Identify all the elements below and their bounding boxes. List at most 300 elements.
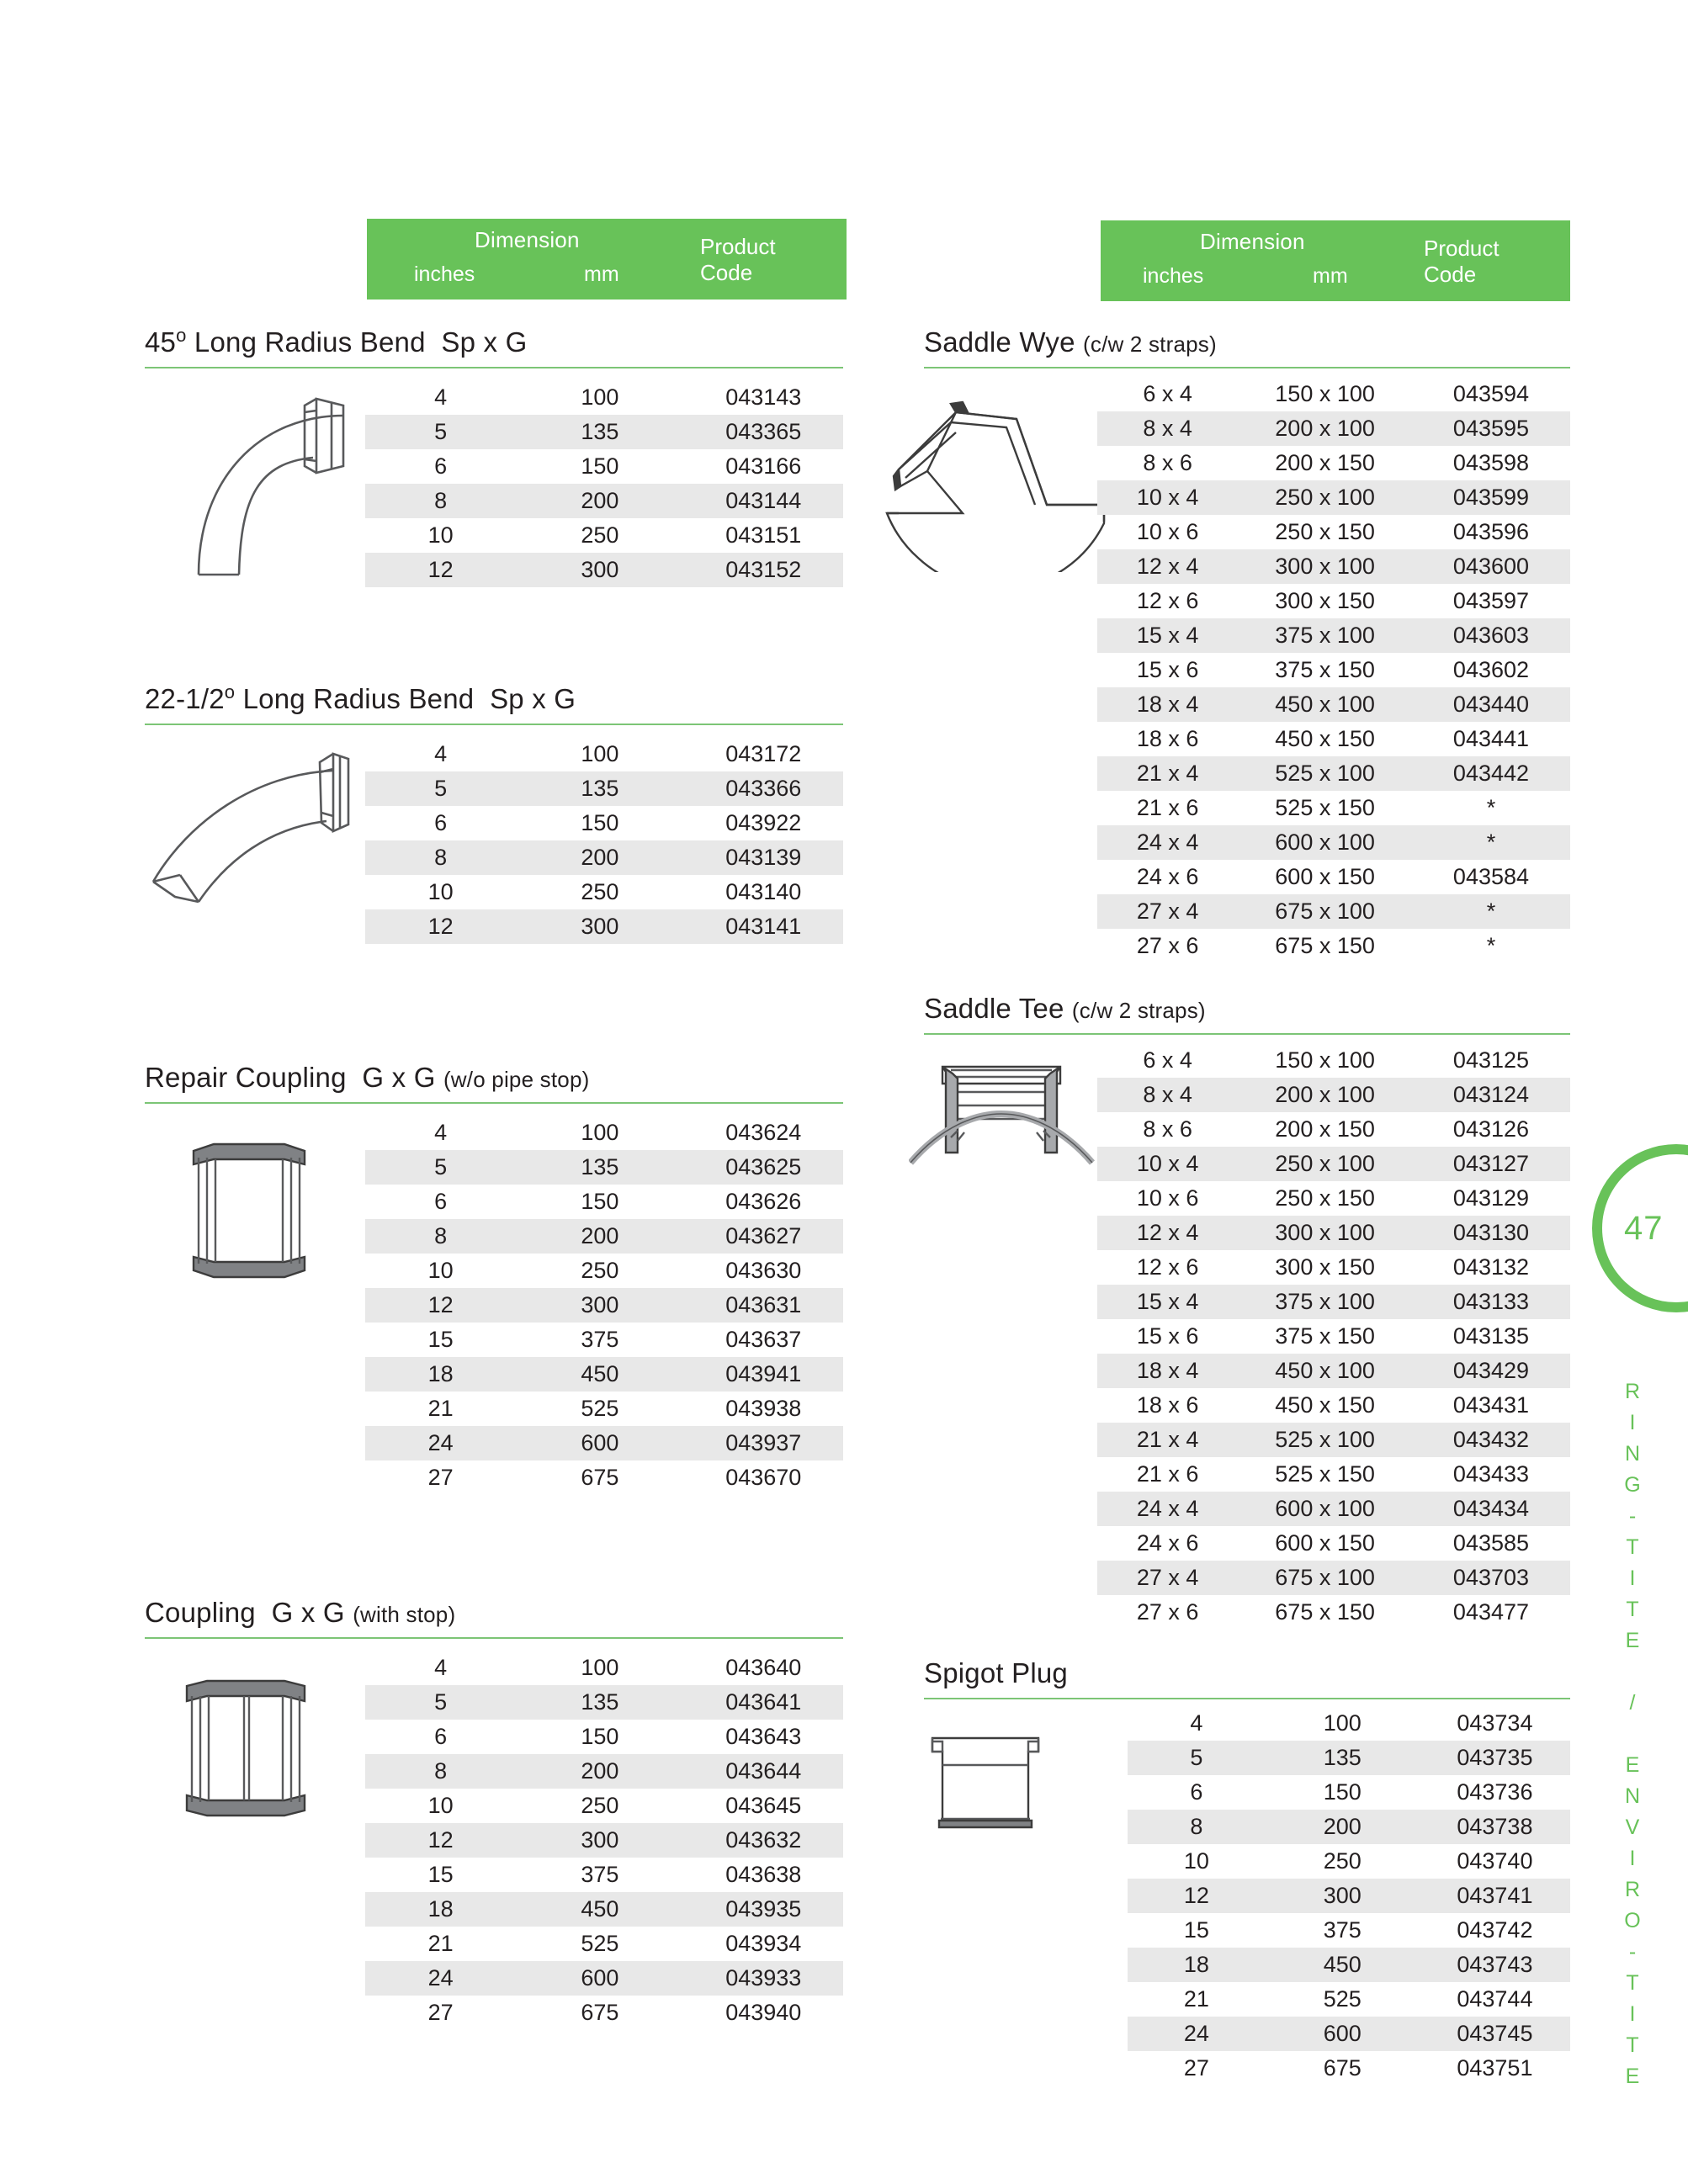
table-cell-product-code: 043637 bbox=[725, 1327, 802, 1352]
section-underline bbox=[924, 1033, 1570, 1035]
header-dimension-label: Dimension bbox=[475, 227, 580, 252]
section-title bbox=[145, 683, 576, 715]
table-cell-inches: 6 bbox=[434, 453, 448, 479]
table-cell-mm: 375 bbox=[581, 1862, 619, 1887]
table-cell-product-code: 043600 bbox=[1412, 549, 1570, 584]
brand-side-label: RING-TITE / ENVIRO-TITE bbox=[1621, 1380, 1644, 2096]
table-cell-product-code: 043670 bbox=[725, 1465, 802, 1490]
table-row bbox=[1128, 2051, 1570, 2086]
table-cell-mm: 135 bbox=[516, 1150, 683, 1185]
table-cell-product-code: 043743 bbox=[1420, 1948, 1570, 1982]
table-cell-mm: 250 x 100 bbox=[1238, 480, 1412, 515]
table-cell-product-code: 043124 bbox=[1412, 1078, 1570, 1112]
table-row bbox=[1097, 653, 1570, 687]
table-cell-product-code: 043477 bbox=[1452, 1599, 1530, 1625]
table-body bbox=[365, 380, 843, 587]
table-row bbox=[1128, 1948, 1570, 1982]
section-title-note: (with stop) bbox=[353, 1602, 456, 1627]
table-cell-mm: 300 bbox=[516, 909, 683, 944]
table-cell-inches: 12 x 6 bbox=[1136, 588, 1199, 613]
table-cell-inches: 8 bbox=[365, 1219, 516, 1254]
table-cell-mm: 300 x 150 bbox=[1275, 588, 1375, 613]
table-row bbox=[365, 737, 843, 771]
table-cell-inches: 4 bbox=[434, 1120, 448, 1145]
table-row bbox=[1097, 1526, 1570, 1561]
table-cell-mm: 100 bbox=[581, 741, 619, 766]
table-row bbox=[1097, 929, 1570, 963]
table-cell-product-code: * bbox=[1486, 795, 1496, 820]
table-cell-product-code: 043703 bbox=[1412, 1561, 1570, 1595]
table-cell-product-code: 043442 bbox=[1412, 756, 1570, 791]
section-title-main: Spigot Plug bbox=[924, 1657, 1068, 1688]
table-cell-product-code: 043366 bbox=[683, 771, 843, 806]
table-cell-mm: 300 x 100 bbox=[1238, 1216, 1412, 1250]
table-cell-product-code: 043133 bbox=[1412, 1285, 1570, 1319]
section-title-note: (w/o pipe stop) bbox=[443, 1067, 590, 1092]
table-cell-mm: 250 bbox=[581, 1793, 619, 1818]
figure-long-radius-bend-45 bbox=[118, 385, 370, 579]
table-cell-product-code: 043631 bbox=[683, 1288, 843, 1323]
table-cell-inches: 5 bbox=[365, 1685, 516, 1720]
table-cell-product-code: 043638 bbox=[725, 1862, 802, 1887]
table-cell-product-code: 043740 bbox=[1457, 1848, 1533, 1874]
table-cell-inches: 15 x 6 bbox=[1136, 657, 1199, 682]
table-cell-inches: 24 bbox=[365, 1426, 516, 1460]
table-body bbox=[1097, 377, 1570, 963]
table-row bbox=[365, 1892, 843, 1927]
table-cell-product-code: * bbox=[1486, 933, 1496, 958]
table-cell-inches: 18 bbox=[365, 1357, 516, 1392]
table-cell-product-code: 043640 bbox=[725, 1655, 802, 1680]
table-cell-mm: 600 x 100 bbox=[1238, 825, 1412, 860]
table-row bbox=[1128, 1844, 1570, 1879]
table-cell-inches: 6 x 4 bbox=[1143, 1047, 1192, 1073]
table-row bbox=[1097, 1561, 1570, 1595]
table-cell-inches: 4 bbox=[434, 1655, 448, 1680]
table-cell-mm: 525 bbox=[581, 1931, 619, 1956]
table-row bbox=[1097, 515, 1570, 549]
table-cell-product-code: 043144 bbox=[683, 484, 843, 518]
section-title-main: Saddle Wye bbox=[924, 326, 1075, 358]
product-table-saddle-tee bbox=[1097, 1043, 1570, 1630]
table-cell-mm: 100 bbox=[581, 384, 619, 410]
table-cell-mm: 450 bbox=[516, 1892, 683, 1927]
table-cell-mm: 135 bbox=[516, 1685, 683, 1720]
table-row bbox=[1097, 1319, 1570, 1354]
table-cell-product-code: * bbox=[1412, 894, 1570, 929]
table-cell-mm: 150 bbox=[1323, 1779, 1362, 1805]
section-title-main: Coupling bbox=[145, 1597, 256, 1628]
section-underline bbox=[145, 1637, 843, 1639]
table-cell-inches: 27 x 4 bbox=[1097, 1561, 1238, 1595]
section-title bbox=[924, 326, 1217, 358]
table-cell-mm: 100 bbox=[581, 1120, 619, 1145]
table-row bbox=[1097, 791, 1570, 825]
table-cell-inches: 15 x 4 bbox=[1097, 1285, 1238, 1319]
table-cell-inches: 15 bbox=[427, 1327, 454, 1352]
table-row bbox=[365, 518, 843, 553]
table-row bbox=[365, 1651, 843, 1685]
table-cell-mm: 375 x 100 bbox=[1238, 1285, 1412, 1319]
table-cell-product-code: 043440 bbox=[1412, 687, 1570, 722]
table-row bbox=[1097, 1492, 1570, 1526]
table-cell-mm: 250 bbox=[581, 1258, 619, 1283]
table-row bbox=[1128, 1706, 1570, 1741]
table-cell-mm: 600 bbox=[1266, 2017, 1420, 2051]
degree-symbol: o bbox=[224, 681, 236, 702]
table-cell-product-code: 043143 bbox=[725, 384, 802, 410]
table-cell-mm: 200 x 100 bbox=[1238, 1078, 1412, 1112]
table-row bbox=[1097, 722, 1570, 756]
page-number: 47 bbox=[1624, 1210, 1664, 1247]
table-cell-inches: 27 bbox=[1183, 2055, 1209, 2081]
degree-symbol: o bbox=[176, 325, 187, 346]
table-row bbox=[365, 909, 843, 944]
table-cell-product-code: 043645 bbox=[725, 1793, 802, 1818]
table-cell-inches: 24 x 4 bbox=[1097, 1492, 1238, 1526]
table-row bbox=[365, 1392, 843, 1426]
table-cell-inches: 6 bbox=[434, 1189, 448, 1214]
table-row bbox=[365, 415, 843, 449]
table-cell-inches: 10 bbox=[427, 1793, 454, 1818]
table-row bbox=[1097, 411, 1570, 446]
table-cell-mm: 150 bbox=[581, 453, 619, 479]
table-cell-inches: 24 x 6 bbox=[1136, 1530, 1199, 1556]
table-cell-mm: 300 x 100 bbox=[1238, 549, 1412, 584]
table-row bbox=[1097, 377, 1570, 411]
table-cell-inches: 24 bbox=[365, 1961, 516, 1996]
table-row bbox=[365, 484, 843, 518]
table-cell-inches: 27 x 6 bbox=[1136, 933, 1199, 958]
table-row bbox=[365, 1927, 843, 1961]
table-cell-product-code: 043166 bbox=[725, 453, 802, 479]
table-cell-mm: 135 bbox=[516, 771, 683, 806]
table-row bbox=[1097, 549, 1570, 584]
table-cell-mm: 200 x 100 bbox=[1238, 411, 1412, 446]
table-row bbox=[365, 1288, 843, 1323]
table-cell-product-code: 043151 bbox=[725, 522, 802, 548]
figure-spigot-plug bbox=[916, 1726, 1059, 1844]
table-row bbox=[1097, 1423, 1570, 1457]
table-cell-product-code: 043597 bbox=[1452, 588, 1530, 613]
table-cell-product-code: 043135 bbox=[1452, 1323, 1530, 1349]
table-row bbox=[1128, 1982, 1570, 2017]
header-dimension-label: Dimension bbox=[1200, 229, 1305, 254]
table-row bbox=[1128, 1879, 1570, 1913]
table-cell-mm: 300 bbox=[516, 553, 683, 587]
table-row bbox=[1097, 1112, 1570, 1147]
table-cell-mm: 250 bbox=[1323, 1848, 1362, 1874]
table-cell-product-code: 043922 bbox=[725, 810, 802, 835]
table-row bbox=[1128, 1741, 1570, 1775]
table-body bbox=[365, 1116, 843, 1495]
table-row bbox=[365, 840, 843, 875]
table-cell-mm: 600 x 100 bbox=[1238, 1492, 1412, 1526]
table-cell-mm: 200 x 150 bbox=[1275, 1116, 1375, 1142]
table-row bbox=[365, 1754, 843, 1789]
table-row bbox=[365, 875, 843, 909]
table-cell-product-code: 043140 bbox=[725, 879, 802, 904]
table-row bbox=[365, 806, 843, 840]
table-cell-inches: 12 x 4 bbox=[1097, 549, 1238, 584]
figure-long-radius-bend-22 bbox=[128, 740, 372, 909]
table-row bbox=[365, 1720, 843, 1754]
table-cell-inches: 6 bbox=[1190, 1779, 1203, 1805]
table-cell-product-code: 043432 bbox=[1412, 1423, 1570, 1457]
table-cell-mm: 600 x 150 bbox=[1275, 864, 1375, 889]
table-row bbox=[1097, 1147, 1570, 1181]
table-header-band-left bbox=[367, 219, 847, 300]
table-cell-product-code: 043940 bbox=[725, 2000, 802, 2025]
table-row bbox=[365, 1685, 843, 1720]
table-cell-mm: 135 bbox=[516, 415, 683, 449]
table-cell-inches: 12 bbox=[365, 1288, 516, 1323]
table-cell-mm: 525 bbox=[1323, 1986, 1362, 2012]
table-row bbox=[1097, 825, 1570, 860]
table-row bbox=[1097, 860, 1570, 894]
table-cell-product-code: 043441 bbox=[1452, 726, 1530, 751]
table-cell-mm: 250 x 150 bbox=[1275, 1185, 1375, 1211]
table-cell-mm: 525 x 100 bbox=[1238, 756, 1412, 791]
table-cell-inches: 18 x 6 bbox=[1136, 726, 1199, 751]
table-cell-inches: 8 bbox=[365, 1754, 516, 1789]
table-cell-inches: 18 x 4 bbox=[1097, 687, 1238, 722]
table-cell-product-code: 043745 bbox=[1420, 2017, 1570, 2051]
table-cell-product-code: 043937 bbox=[683, 1426, 843, 1460]
table-row bbox=[1097, 446, 1570, 480]
figure-saddle-tee bbox=[909, 1053, 1119, 1188]
table-row bbox=[365, 1254, 843, 1288]
table-cell-inches: 21 bbox=[427, 1396, 454, 1421]
table-cell-product-code: 043627 bbox=[683, 1219, 843, 1254]
table-cell-inches: 21 x 4 bbox=[1097, 756, 1238, 791]
table-row bbox=[365, 1116, 843, 1150]
table-cell-mm: 675 x 100 bbox=[1238, 894, 1412, 929]
table-row bbox=[1128, 1775, 1570, 1810]
table-cell-product-code: 043602 bbox=[1452, 657, 1530, 682]
header-inches-label: inches bbox=[414, 262, 475, 286]
section-title bbox=[145, 326, 528, 358]
table-cell-product-code: 043736 bbox=[1457, 1779, 1533, 1805]
table-cell-inches: 12 x 4 bbox=[1097, 1216, 1238, 1250]
table-row bbox=[365, 1426, 843, 1460]
table-cell-inches: 15 bbox=[427, 1862, 454, 1887]
table-cell-product-code: 043641 bbox=[683, 1685, 843, 1720]
table-cell-mm: 250 x 100 bbox=[1238, 1147, 1412, 1181]
table-row bbox=[1128, 1810, 1570, 1844]
table-cell-product-code: 043139 bbox=[683, 840, 843, 875]
section-title-main: 45 bbox=[145, 326, 177, 358]
table-cell-product-code: 043584 bbox=[1452, 864, 1530, 889]
figure-saddle-wye bbox=[868, 379, 1121, 572]
table-cell-inches: 21 bbox=[1183, 1986, 1209, 2012]
table-cell-product-code: 043741 bbox=[1420, 1879, 1570, 1913]
table-cell-mm: 450 x 100 bbox=[1238, 1354, 1412, 1388]
table-cell-product-code: 043742 bbox=[1457, 1917, 1533, 1943]
table-cell-inches: 24 x 6 bbox=[1136, 864, 1199, 889]
table-row bbox=[1097, 1250, 1570, 1285]
table-cell-mm: 525 x 150 bbox=[1275, 1461, 1375, 1487]
section-title-note: (c/w 2 straps) bbox=[1083, 331, 1217, 357]
table-row bbox=[1128, 1913, 1570, 1948]
table-cell-product-code: 043599 bbox=[1412, 480, 1570, 515]
table-cell-inches: 12 bbox=[365, 909, 516, 944]
table-cell-product-code: 043431 bbox=[1452, 1392, 1530, 1418]
table-cell-mm: 135 bbox=[1266, 1741, 1420, 1775]
table-cell-mm: 150 x 100 bbox=[1275, 381, 1375, 406]
table-cell-inches: 4 bbox=[434, 741, 448, 766]
table-cell-mm: 300 x 150 bbox=[1275, 1254, 1375, 1280]
table-row bbox=[1097, 1457, 1570, 1492]
table-cell-product-code: 043585 bbox=[1452, 1530, 1530, 1556]
table-row bbox=[1097, 1354, 1570, 1388]
section-underline bbox=[924, 367, 1570, 368]
table-cell-inches: 15 x 4 bbox=[1097, 618, 1238, 653]
table-cell-product-code: 043644 bbox=[683, 1754, 843, 1789]
section-underline bbox=[924, 1698, 1570, 1699]
section-title-note: (c/w 2 straps) bbox=[1071, 998, 1206, 1023]
section-title-suffix: G x G bbox=[362, 1062, 436, 1093]
table-cell-mm: 200 bbox=[516, 1219, 683, 1254]
table-row bbox=[1097, 894, 1570, 929]
table-cell-mm: 375 x 150 bbox=[1275, 657, 1375, 682]
header-product-code-label: Product Code bbox=[700, 234, 776, 285]
table-cell-product-code: 043433 bbox=[1452, 1461, 1530, 1487]
table-cell-inches: 21 x 6 bbox=[1136, 795, 1199, 820]
table-cell-inches: 12 bbox=[365, 553, 516, 587]
table-cell-inches: 12 bbox=[365, 1823, 516, 1858]
table-cell-product-code: 043598 bbox=[1452, 450, 1530, 475]
table-cell-mm: 525 bbox=[581, 1396, 619, 1421]
table-cell-inches: 8 bbox=[365, 484, 516, 518]
table-cell-product-code: 043596 bbox=[1452, 519, 1530, 544]
table-row bbox=[365, 1219, 843, 1254]
table-cell-inches: 5 bbox=[365, 415, 516, 449]
table-row bbox=[365, 1460, 843, 1495]
table-cell-product-code: 043132 bbox=[1452, 1254, 1530, 1280]
table-cell-mm: 100 bbox=[1323, 1710, 1362, 1736]
table-cell-inches: 10 x 4 bbox=[1097, 480, 1238, 515]
table-cell-inches: 8 x 6 bbox=[1143, 450, 1192, 475]
table-cell-mm: 675 x 100 bbox=[1238, 1561, 1412, 1595]
table-body bbox=[365, 737, 843, 944]
table-cell-inches: 5 bbox=[1128, 1741, 1266, 1775]
section-underline bbox=[145, 1102, 843, 1104]
section-title-main: Saddle Tee bbox=[924, 993, 1064, 1024]
table-cell-product-code: 043365 bbox=[683, 415, 843, 449]
table-row bbox=[1097, 1388, 1570, 1423]
table-cell-inches: 8 x 4 bbox=[1097, 411, 1238, 446]
section-title-rest: Long Radius Bend bbox=[186, 326, 426, 358]
table-row bbox=[365, 1996, 843, 2030]
table-cell-inches: 24 bbox=[1128, 2017, 1266, 2051]
table-cell-mm: 250 bbox=[581, 522, 619, 548]
header-product-code-label: Product Code bbox=[1424, 236, 1500, 287]
table-cell-mm: 200 bbox=[1266, 1810, 1420, 1844]
table-cell-product-code: 043594 bbox=[1452, 381, 1530, 406]
table-cell-mm: 450 bbox=[516, 1357, 683, 1392]
product-table-22-long-radius-bend bbox=[365, 737, 843, 944]
section-title bbox=[924, 993, 1206, 1025]
table-cell-inches: 8 x 4 bbox=[1097, 1078, 1238, 1112]
product-table-saddle-wye bbox=[1097, 377, 1570, 963]
table-cell-mm: 150 bbox=[581, 1189, 619, 1214]
table-cell-mm: 600 bbox=[516, 1426, 683, 1460]
table-row bbox=[365, 1323, 843, 1357]
table-cell-mm: 150 bbox=[581, 1724, 619, 1749]
table-cell-inches: 8 bbox=[365, 840, 516, 875]
table-row bbox=[1128, 2017, 1570, 2051]
table-cell-mm: 375 bbox=[581, 1327, 619, 1352]
table-cell-inches: 10 x 4 bbox=[1097, 1147, 1238, 1181]
table-cell-inches: 4 bbox=[434, 384, 448, 410]
table-row bbox=[1097, 584, 1570, 618]
table-cell-inches: 10 bbox=[1183, 1848, 1209, 1874]
table-cell-mm: 375 x 100 bbox=[1238, 618, 1412, 653]
table-cell-product-code: 043172 bbox=[725, 741, 802, 766]
table-cell-inches: 18 bbox=[365, 1892, 516, 1927]
table-cell-inches: 18 bbox=[1128, 1948, 1266, 1982]
table-row bbox=[1097, 1181, 1570, 1216]
table-row bbox=[365, 380, 843, 415]
table-cell-product-code: 043127 bbox=[1412, 1147, 1570, 1181]
table-row bbox=[365, 1185, 843, 1219]
table-cell-product-code: 043938 bbox=[725, 1396, 802, 1421]
table-header-band-right bbox=[1101, 220, 1570, 301]
table-cell-mm: 375 x 150 bbox=[1275, 1323, 1375, 1349]
table-cell-product-code: 043129 bbox=[1452, 1185, 1530, 1211]
table-row bbox=[1097, 1043, 1570, 1078]
table-row bbox=[365, 1150, 843, 1185]
table-row bbox=[1097, 1285, 1570, 1319]
table-cell-mm: 450 bbox=[1266, 1948, 1420, 1982]
table-cell-product-code: 043632 bbox=[683, 1823, 843, 1858]
header-mm-label: mm bbox=[1313, 264, 1348, 288]
table-body bbox=[1128, 1706, 1570, 2086]
table-row bbox=[365, 1961, 843, 1996]
table-row bbox=[1097, 618, 1570, 653]
product-table-spigot-plug bbox=[1128, 1706, 1570, 2086]
table-cell-mm: 250 bbox=[581, 879, 619, 904]
table-cell-mm: 450 x 150 bbox=[1275, 726, 1375, 751]
table-cell-inches: 12 bbox=[1128, 1879, 1266, 1913]
table-cell-mm: 200 bbox=[516, 840, 683, 875]
table-cell-inches: 18 x 4 bbox=[1097, 1354, 1238, 1388]
table-cell-mm: 250 x 150 bbox=[1275, 519, 1375, 544]
table-cell-product-code: 043624 bbox=[725, 1120, 802, 1145]
table-cell-inches: 6 bbox=[434, 810, 448, 835]
table-cell-mm: 450 x 150 bbox=[1275, 1392, 1375, 1418]
table-cell-inches: 27 bbox=[427, 2000, 454, 2025]
table-cell-inches: 5 bbox=[365, 771, 516, 806]
section-title-main: Repair Coupling bbox=[145, 1062, 347, 1093]
section-underline bbox=[145, 367, 843, 368]
table-cell-mm: 300 bbox=[516, 1288, 683, 1323]
table-cell-product-code: 043603 bbox=[1412, 618, 1570, 653]
table-cell-product-code: 043429 bbox=[1412, 1354, 1570, 1388]
table-cell-product-code: 043130 bbox=[1412, 1216, 1570, 1250]
table-cell-inches: 10 x 6 bbox=[1136, 519, 1199, 544]
section-title-main: 22-1/2 bbox=[145, 683, 225, 714]
table-cell-inches: 10 x 6 bbox=[1136, 1185, 1199, 1211]
table-cell-product-code: 043434 bbox=[1412, 1492, 1570, 1526]
table-cell-inches: 4 bbox=[1190, 1710, 1203, 1736]
table-row bbox=[365, 553, 843, 587]
table-cell-mm: 300 bbox=[1266, 1879, 1420, 1913]
table-cell-product-code: 043141 bbox=[683, 909, 843, 944]
product-table-repair-coupling bbox=[365, 1116, 843, 1495]
table-cell-inches: 6 x 4 bbox=[1143, 381, 1192, 406]
